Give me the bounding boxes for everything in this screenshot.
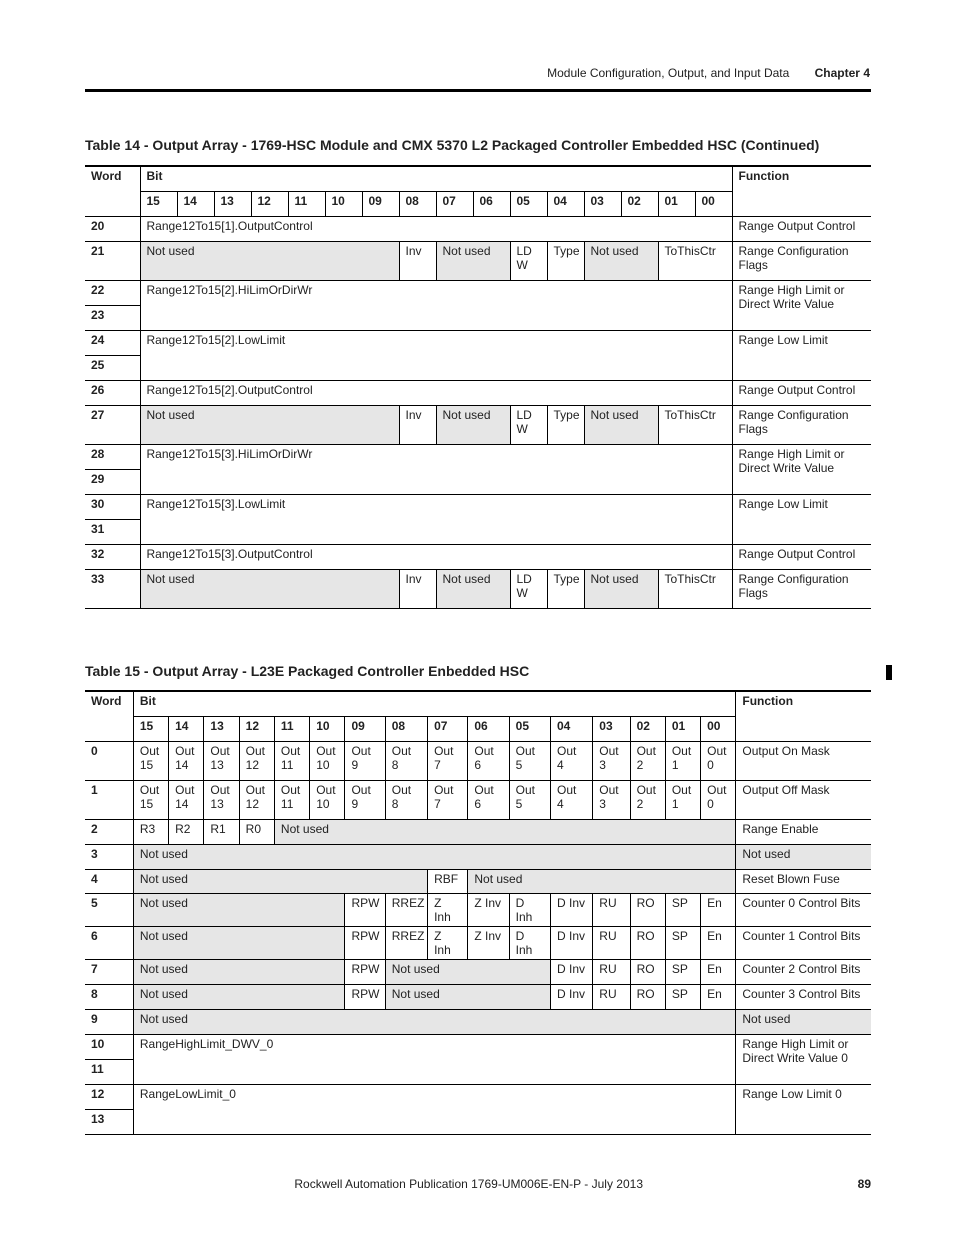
not-used-cell: Not used: [385, 959, 550, 984]
ru-cell: RU: [593, 959, 630, 984]
not-used-cell: Not used: [133, 869, 427, 893]
r3-cell: R3: [133, 819, 168, 844]
function-cell: Counter 1 Control Bits: [736, 926, 871, 959]
word-cell: 13: [85, 1109, 133, 1134]
out-bit-cell: Out 10: [310, 741, 345, 780]
data-cell: Range12To15[3].LowLimit: [140, 494, 732, 544]
word-cell: 0: [85, 741, 133, 780]
bit-header-05: 05: [510, 191, 547, 216]
out-bit-cell: Out 2: [630, 780, 665, 819]
function-cell: Counter 0 Control Bits: [736, 893, 871, 926]
inv-cell: Inv: [399, 241, 436, 280]
rpw-cell: RPW: [345, 959, 385, 984]
not-used-cell: Not used: [133, 926, 345, 959]
not-used-cell: Not used: [584, 405, 658, 444]
bit-header-15: 15: [140, 191, 177, 216]
bit-header-11: 11: [288, 191, 325, 216]
out-bit-cell: Out 10: [310, 780, 345, 819]
rbf-cell: RBF: [428, 869, 468, 893]
word-cell: 24: [85, 330, 140, 355]
bit-header-02: 02: [630, 716, 665, 741]
word-cell: 23: [85, 305, 140, 330]
not-used-cell: Not used: [468, 869, 736, 893]
ldw-cell: LD W: [510, 569, 547, 608]
ru-cell: RU: [593, 893, 630, 926]
dinh-cell: D Inh: [509, 926, 550, 959]
function-cell: Range Configuration Flags: [732, 569, 871, 608]
not-used-cell: Not used: [584, 569, 658, 608]
dinv-cell: D Inv: [550, 893, 592, 926]
word-cell: 9: [85, 1009, 133, 1034]
word-cell: 20: [85, 216, 140, 241]
not-used-cell: Not used: [436, 569, 510, 608]
type-cell: Type: [547, 241, 584, 280]
r1-cell: R1: [204, 819, 239, 844]
header-rule: [85, 89, 871, 92]
function-cell: Not used: [736, 844, 871, 869]
word-cell: 21: [85, 241, 140, 280]
dinv-cell: D Inv: [550, 926, 592, 959]
rpw-cell: RPW: [345, 893, 385, 926]
word-cell: 4: [85, 869, 133, 893]
ro-cell: RO: [630, 926, 665, 959]
word-cell: 12: [85, 1084, 133, 1109]
word-cell: 7: [85, 959, 133, 984]
table15: [85, 690, 871, 1135]
type-cell: Type: [547, 569, 584, 608]
word-cell: 32: [85, 544, 140, 569]
out-bit-cell: Out 14: [169, 741, 204, 780]
bit-header-07: 07: [428, 716, 468, 741]
word-cell: 30: [85, 494, 140, 519]
not-used-cell: Not used: [436, 241, 510, 280]
bit-header-12: 12: [239, 716, 274, 741]
out-bit-cell: Out 3: [593, 741, 630, 780]
col-function-header: Function: [736, 691, 871, 741]
dinh-cell: D Inh: [509, 893, 550, 926]
rpw-cell: RPW: [345, 984, 385, 1009]
out-bit-cell: Out 0: [701, 780, 736, 819]
bit-header-01: 01: [658, 191, 695, 216]
word-cell: 6: [85, 926, 133, 959]
bit-header-15: 15: [133, 716, 168, 741]
table14-title: Table 14 - Output Array - 1769-HSC Module and CMX 5370 L2 Packaged Controller Embedded HSC (Continued): [85, 137, 820, 153]
bit-header-08: 08: [385, 716, 427, 741]
bit-header-14: 14: [169, 716, 204, 741]
bit-header-11: 11: [274, 716, 309, 741]
function-cell: Output Off Mask: [736, 780, 871, 819]
word-cell: 22: [85, 280, 140, 305]
zinv-cell: Z Inv: [468, 893, 509, 926]
function-cell: Range High Limit or Direct Write Value: [732, 280, 871, 330]
tothisctr-cell: ToThisCtr: [658, 569, 732, 608]
word-cell: 26: [85, 380, 140, 405]
word-cell: 10: [85, 1034, 133, 1059]
r2-cell: R2: [169, 819, 204, 844]
out-bit-cell: Out 7: [428, 741, 468, 780]
not-used-cell: Not used: [133, 959, 345, 984]
function-cell: Range Low Limit 0: [736, 1084, 871, 1134]
out-bit-cell: Out 8: [385, 780, 427, 819]
header-chapter: Chapter 4: [814, 66, 870, 80]
zinv-cell: Z Inv: [468, 926, 509, 959]
function-cell: Range Enable: [736, 819, 871, 844]
data-cell: Range12To15[3].OutputControl: [140, 544, 732, 569]
word-cell: 11: [85, 1059, 133, 1084]
table14: [85, 165, 871, 609]
en-cell: En: [701, 959, 736, 984]
sp-cell: SP: [665, 959, 700, 984]
bit-header-00: 00: [701, 716, 736, 741]
col-word-header: Word: [85, 166, 140, 216]
not-used-cell: Not used: [140, 241, 399, 280]
bit-header-04: 04: [550, 716, 592, 741]
function-cell: Range Low Limit: [732, 330, 871, 380]
bit-header-07: 07: [436, 191, 473, 216]
bit-header-05: 05: [509, 716, 550, 741]
bit-header-03: 03: [584, 191, 621, 216]
bit-header-06: 06: [468, 716, 509, 741]
bit-header-09: 09: [362, 191, 399, 216]
out-bit-cell: Out 6: [468, 741, 509, 780]
ro-cell: RO: [630, 959, 665, 984]
bit-header-08: 08: [399, 191, 436, 216]
bit-header-03: 03: [593, 716, 630, 741]
ldw-cell: LD W: [510, 405, 547, 444]
bit-header-12: 12: [251, 191, 288, 216]
type-cell: Type: [547, 405, 584, 444]
sp-cell: SP: [665, 893, 700, 926]
table15-title: Table 15 - Output Array - L23E Packaged Controller Enbedded HSC: [85, 663, 530, 679]
word-cell: 5: [85, 893, 133, 926]
word-cell: 8: [85, 984, 133, 1009]
not-used-cell: Not used: [133, 1009, 736, 1034]
out-bit-cell: Out 15: [133, 780, 168, 819]
dinv-cell: D Inv: [550, 959, 592, 984]
out-bit-cell: Out 1: [665, 780, 700, 819]
out-bit-cell: Out 5: [509, 780, 550, 819]
inv-cell: Inv: [399, 569, 436, 608]
data-cell: Range12To15[1].OutputControl: [140, 216, 732, 241]
rpw-cell: RPW: [345, 926, 385, 959]
zinh-cell: Z Inh: [428, 926, 468, 959]
function-cell: Range Output Control: [732, 216, 871, 241]
inv-cell: Inv: [399, 405, 436, 444]
ro-cell: RO: [630, 893, 665, 926]
ldw-cell: LD W: [510, 241, 547, 280]
publication-info: Rockwell Automation Publication 1769-UM006E-EN-P - July 2013: [294, 1177, 643, 1191]
word-cell: 25: [85, 355, 140, 380]
page-header: [547, 66, 870, 80]
out-bit-cell: Out 9: [345, 741, 385, 780]
out-bit-cell: Out 8: [385, 741, 427, 780]
bit-header-10: 10: [325, 191, 362, 216]
not-used-cell: Not used: [436, 405, 510, 444]
out-bit-cell: Out 14: [169, 780, 204, 819]
not-used-cell: Not used: [133, 844, 736, 869]
word-cell: 1: [85, 780, 133, 819]
function-cell: Reset Blown Fuse: [736, 869, 871, 893]
function-cell: Counter 2 Control Bits: [736, 959, 871, 984]
col-word-header: Word: [85, 691, 133, 741]
not-used-cell: Not used: [274, 819, 735, 844]
word-cell: 2: [85, 819, 133, 844]
out-bit-cell: Out 5: [509, 741, 550, 780]
not-used-cell: Not used: [133, 893, 345, 926]
out-bit-cell: Out 15: [133, 741, 168, 780]
out-bit-cell: Out 3: [593, 780, 630, 819]
function-cell: Range Configuration Flags: [732, 405, 871, 444]
bit-header-00: 00: [695, 191, 732, 216]
out-bit-cell: Out 4: [550, 741, 592, 780]
out-bit-cell: Out 0: [701, 741, 736, 780]
sp-cell: SP: [665, 926, 700, 959]
col-function-header: Function: [732, 166, 871, 216]
r0-cell: R0: [239, 819, 274, 844]
bit-header-02: 02: [621, 191, 658, 216]
out-bit-cell: Out 13: [204, 780, 239, 819]
out-bit-cell: Out 6: [468, 780, 509, 819]
function-cell: Output On Mask: [736, 741, 871, 780]
ru-cell: RU: [593, 984, 630, 1009]
bit-header-04: 04: [547, 191, 584, 216]
out-bit-cell: Out 4: [550, 780, 592, 819]
out-bit-cell: Out 12: [239, 780, 274, 819]
data-cell: Range12To15[2].LowLimit: [140, 330, 732, 380]
function-cell: Range High Limit or Direct Write Value: [732, 444, 871, 494]
out-bit-cell: Out 9: [345, 780, 385, 819]
function-cell: Counter 3 Control Bits: [736, 984, 871, 1009]
tothisctr-cell: ToThisCtr: [658, 241, 732, 280]
dinv-cell: D Inv: [550, 984, 592, 1009]
tothisctr-cell: ToThisCtr: [658, 405, 732, 444]
word-cell: 29: [85, 469, 140, 494]
bit-header-13: 13: [214, 191, 251, 216]
col-bit-header: Bit: [133, 691, 736, 716]
word-cell: 27: [85, 405, 140, 444]
function-cell: Range Configuration Flags: [732, 241, 871, 280]
en-cell: En: [701, 984, 736, 1009]
function-cell: Not used: [736, 1009, 871, 1034]
function-cell: Range Output Control: [732, 544, 871, 569]
function-cell: Range Low Limit: [732, 494, 871, 544]
ro-cell: RO: [630, 984, 665, 1009]
out-bit-cell: Out 11: [274, 741, 309, 780]
bit-header-13: 13: [204, 716, 239, 741]
en-cell: En: [701, 926, 736, 959]
bit-header-09: 09: [345, 716, 385, 741]
change-bar-marker: [886, 665, 892, 680]
data-cell: RangeLowLimit_0: [133, 1084, 736, 1134]
not-used-cell: Not used: [385, 984, 550, 1009]
word-cell: 33: [85, 569, 140, 608]
bit-header-01: 01: [665, 716, 700, 741]
out-bit-cell: Out 12: [239, 741, 274, 780]
not-used-cell: Not used: [133, 984, 345, 1009]
data-cell: Range12To15[3].HiLimOrDirWr: [140, 444, 732, 494]
bit-header-10: 10: [310, 716, 345, 741]
col-bit-header: Bit: [140, 166, 732, 191]
out-bit-cell: Out 11: [274, 780, 309, 819]
bit-header-06: 06: [473, 191, 510, 216]
rrez-cell: RREZ: [385, 893, 427, 926]
data-cell: RangeHighLimit_DWV_0: [133, 1034, 736, 1084]
function-cell: Range High Limit or Direct Write Value 0: [736, 1034, 871, 1084]
bit-header-14: 14: [177, 191, 214, 216]
data-cell: Range12To15[2].HiLimOrDirWr: [140, 280, 732, 330]
sp-cell: SP: [665, 984, 700, 1009]
not-used-cell: Not used: [584, 241, 658, 280]
not-used-cell: Not used: [140, 569, 399, 608]
not-used-cell: Not used: [140, 405, 399, 444]
zinh-cell: Z Inh: [428, 893, 468, 926]
function-cell: Range Output Control: [732, 380, 871, 405]
header-section: Module Configuration, Output, and Input Data: [547, 66, 790, 80]
word-cell: 31: [85, 519, 140, 544]
ru-cell: RU: [593, 926, 630, 959]
data-cell: Range12To15[2].OutputControl: [140, 380, 732, 405]
word-cell: 3: [85, 844, 133, 869]
en-cell: En: [701, 893, 736, 926]
page-number: 89: [857, 1177, 871, 1191]
rrez-cell: RREZ: [385, 926, 427, 959]
out-bit-cell: Out 2: [630, 741, 665, 780]
out-bit-cell: Out 13: [204, 741, 239, 780]
out-bit-cell: Out 7: [428, 780, 468, 819]
word-cell: 28: [85, 444, 140, 469]
out-bit-cell: Out 1: [665, 741, 700, 780]
